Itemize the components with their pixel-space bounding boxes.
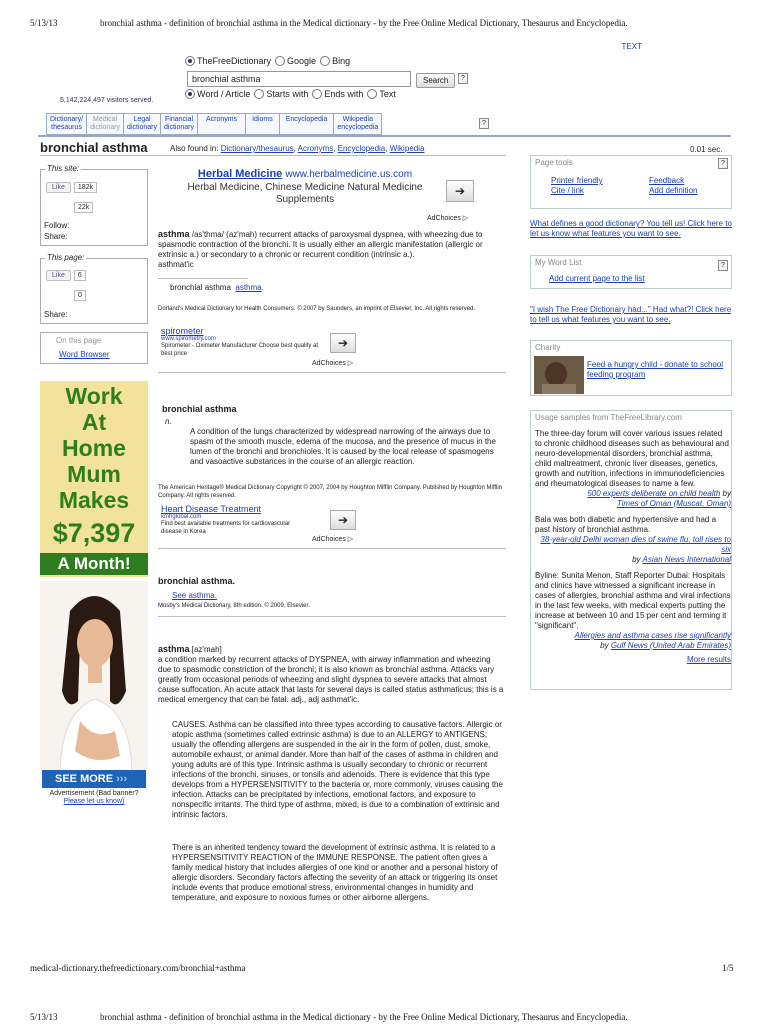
usage-panel: Usage samples from TheFreeLibrary.com The three-day forum will cover various issues related to chronic childhood diseases such as behavioural and neuro-developmental disorders, bronchial asthma, child maltreatment, chronic liver diseases, genetics, growth and nutrition, infections in immunodeficiencies and rheumatological diseases to name a few. 500 experts deliberate on child health by Times of Oman (Muscat, Oman) Bala was both diabetic and hypertensive and had a past history of bronchial asthma. 38-year-old Delhi woman dies of swine flu, toll rises to six by Asian News International Byline: Sunita Menon, Staff Reporter Dubai: Hospitals and clinics have witnessed a significant increase in cases of allergies, bronchial asthma and viral infections in the last few weeks, with medical experts putting the increase at between 10 and 15 per cent and terming it "significant". Allergies and asthma cases rise significantly by Gulf News (United Arab Emirates) More results	[530, 410, 732, 690]
ad2-title[interactable]: spirometer	[161, 326, 204, 336]
good-dictionary-prompt[interactable]: What defines a good dictionary? You tell us! Click here to let us know what features you want to see.	[530, 219, 732, 238]
usage-3-source[interactable]: Gulf News (United Arab Emirates)	[610, 641, 731, 650]
ad-amount: $7,397	[52, 518, 136, 548]
this-site-box: This site: Like 182k 22k Follow: Share:	[40, 169, 148, 246]
tab-idioms[interactable]: Idioms	[245, 113, 279, 135]
add-definition-link[interactable]: Add definition	[649, 186, 698, 195]
ad-heart[interactable]	[161, 504, 321, 536]
search-help-icon[interactable]: ?	[458, 73, 468, 84]
ad-text-mum: Mum	[67, 461, 121, 487]
tab-acronyms[interactable]: Acronyms	[197, 113, 245, 135]
tab-medical[interactable]: Medical dictionary	[86, 113, 123, 135]
usage-3-link[interactable]: Allergies and asthma cases rise significantly	[574, 631, 731, 640]
top-ad-title[interactable]: Herbal Medicine	[197, 168, 283, 180]
arrow-right-icon: ➔	[454, 184, 466, 198]
print-date: 5/13/13	[30, 18, 58, 28]
cite-link[interactable]: Cite / link	[551, 186, 584, 195]
usage-1-source[interactable]: Times of Oman (Muscat, Oman)	[616, 499, 731, 508]
also-found-in: Also found in: Dictionary/thesaurus, Acronyms, Encyclopedia, Wikipedia	[170, 144, 425, 153]
search-mode-group	[185, 89, 400, 99]
word-list-title: My Word List	[535, 258, 582, 267]
usage-sample-1: The three-day forum will cover various issues related to chronic childhood diseases such as behavioural and neuro-developmental disorders, bronchial asthma, child maltreatment, chronic liver diseases, genetics, growth and nutrition, infections in immunodeficiencies and rheumatological diseases to name a few.	[535, 429, 729, 488]
more-results-link[interactable]: More results	[686, 655, 731, 664]
entry2-word: bronchial asthma	[162, 404, 237, 414]
entry3-see	[172, 591, 217, 600]
adchoices-label[interactable]: AdChoices ▷	[427, 215, 469, 222]
print-date-next: 5/13/13	[30, 1012, 58, 1022]
usage-2-link[interactable]: 38-year-old Delhi woman dies of swine flu, toll rises to six	[540, 535, 731, 554]
search-input[interactable]: bronchial asthma	[187, 71, 411, 87]
page-tools-title: Page tools	[535, 158, 573, 167]
wish-prompt[interactable]: "I wish The Free Dictionary had..." Had what?! Click here to tell us what features you want to see.	[530, 305, 732, 324]
tab-legal[interactable]: Legal dictionary	[123, 113, 160, 135]
ad2-url[interactable]: www.spirometry.com	[161, 336, 216, 342]
usage-sample-2: Bala was both diabetic and hypertensive and had a past history of bronchial asthma.	[535, 515, 717, 534]
source-google-radio[interactable]: Google	[275, 56, 316, 66]
word-list-help-icon[interactable]: ?	[718, 260, 728, 271]
entry2-def: A condition of the lungs characterized by widespread narrowing of the airways due to spasm of the smooth muscle, edema of the mucosa, and the presence of mucus in the lumen of the bronchi and bronchioles. It is caused by the local release of spasmogens and vasoactive substances in the course of an allergic reaction.	[190, 427, 496, 466]
header-rule	[38, 135, 731, 137]
feedback-link[interactable]: Feedback	[649, 176, 685, 185]
visitors-count: 5,142,224,497 visitors served.	[60, 97, 154, 104]
title-rule	[40, 155, 506, 156]
tab-financial[interactable]: Financial dictionary	[160, 113, 197, 135]
entry4-p1: a condition marked by recurrent attacks of DYSPNEA, with airway inflammation and wheezing due to spasmodic constriction of the bronchi; it is also known as bronchial asthma. Attacks vary greatly from occasional periods of wheezing and slight dyspnea to severe attacks that almost cause suffocation. An acute attack that lasts for several days is called status asthmaticus; this is a medical emergency that can be fatal. adj., adj asthmat'ic.	[158, 655, 504, 704]
ad-month: A Month!	[40, 553, 148, 575]
search-button[interactable]: Search	[416, 73, 455, 88]
this-page-box: This page: Like 6 0 Share:	[40, 258, 148, 324]
site-like-count: 182k	[74, 182, 97, 193]
ad3-url[interactable]: kmhglobal.com	[161, 514, 202, 520]
ad-text-makes: Makes	[58, 487, 130, 513]
site-follow-label: Follow:	[44, 221, 70, 230]
entry1-text: /as'thma/ (az'mah) recurrent attacks of paroxysmal dyspnea, with wheezing due to spasmodic contraction of the bronchi. It is usually either an allergic manifestation (allergic or extrinsic a.) or secondary to a chronic or recurrent condition (intrinsic a.).	[158, 230, 483, 259]
hungry-child-photo[interactable]	[534, 356, 584, 394]
ad-spirometer[interactable]	[161, 326, 321, 358]
tab-wikipedia[interactable]: Wikipedia encyclopedia	[333, 113, 382, 135]
entry3-source: Mosby's Medical Dictionary, 8th edition. © 2009, Elsevier.	[158, 603, 310, 609]
entry4-pron: [az'mah]	[191, 645, 222, 654]
top-ad-arrow-button[interactable]	[446, 180, 474, 202]
site-plus-count: 22k	[74, 202, 93, 213]
ad-text-at: At	[81, 409, 107, 435]
ad3-title[interactable]: Heart Disease Treatment	[161, 504, 262, 514]
text-only-link[interactable]: TEXT	[621, 42, 642, 51]
charity-panel	[530, 340, 732, 396]
mode-ends-radio[interactable]: Ends with	[312, 89, 363, 99]
page-tools-panel	[530, 155, 732, 209]
also-link-dictionary[interactable]: Dictionary/thesaurus	[220, 144, 294, 153]
entry3-word: bronchial asthma.	[158, 576, 236, 586]
word-list-panel	[530, 255, 732, 289]
page-plus-count: 0	[74, 290, 86, 301]
ad3-adchoices[interactable]: AdChoices ▷	[312, 536, 354, 543]
mode-text-radio[interactable]: Text	[367, 89, 396, 99]
page-like-count: 6	[74, 270, 86, 281]
entry-dorland	[158, 229, 506, 270]
source-tfd-radio[interactable]: TheFreeDictionary	[185, 56, 271, 66]
ad-text-work: Work	[65, 383, 123, 409]
ad-see-more-button[interactable]: SEE MORE ›››	[42, 770, 146, 788]
ad-caption: Advertisement (Bad banner? Please let us know)	[49, 790, 139, 805]
tabs-help-icon[interactable]: ?	[479, 118, 489, 129]
print-url: medical-dictionary.thefreedictionary.com/bronchial+asthma	[30, 963, 246, 973]
entry2-source: The American Heritage® Medical Dictionary Copyright © 2007, 2004 by Houghton Mifflin Company. Published by Houghton Mifflin Company. All rights reserved.	[158, 485, 503, 499]
usage-1-link[interactable]: 500 experts deliberate on child health	[587, 489, 721, 498]
ad2-arrow-button[interactable]	[330, 333, 356, 353]
tab-encyclopedia[interactable]: Encyclopedia	[279, 113, 334, 135]
top-ad-desc: Herbal Medicine, Chinese Medicine Natural Medicine Supplements	[187, 182, 423, 205]
page-tools-help-icon[interactable]: ?	[718, 158, 728, 169]
entry1-sub: bronchial asthma asthma.	[170, 283, 264, 292]
mode-starts-radio[interactable]: Starts with	[254, 89, 308, 99]
entry1-adj: asthmat'ic	[158, 260, 194, 269]
tab-dictionary[interactable]: Dictionary/ thesaurus	[46, 113, 86, 135]
entry-miller-keane	[158, 644, 506, 705]
entry1-word: asthma	[158, 229, 190, 239]
word-browser-link[interactable]: Word Browser	[59, 350, 110, 359]
site-share-label: Share:	[44, 232, 68, 241]
arrow-right-icon: ➔	[337, 336, 349, 350]
entry2-pos: n.	[165, 417, 172, 426]
ad2-desc: Spirometer - Oximeter Manufacturer Choose best quality at best price	[161, 343, 319, 357]
print-page-number: 1/5	[722, 963, 734, 973]
search-source-group	[185, 56, 354, 66]
query-time: 0.01 sec.	[690, 145, 723, 154]
usage-2-source[interactable]: Asian News International	[642, 555, 731, 564]
entry4-inherited: There is an inherited tendency toward the development of extrinsic asthma. It is related to a HYPERSENSITIVITY REACTION of the IMMUNE RESPONSE. The patient often gives a family medical history that includes allergies of one kind or another and a personal history of allergic disorders. Secondary factors affecting the severity of an attack or triggering its onset include events that produce emotional stress, environmental changes in humidity and temperature, and exposure to noxious fumes or other airborne allergens.	[172, 843, 498, 902]
entry1-sub-link[interactable]: asthma	[235, 283, 262, 292]
also-link-acronyms[interactable]: Acronyms	[297, 144, 334, 153]
ad2-adchoices[interactable]: AdChoices ▷	[312, 360, 354, 367]
top-ad-url[interactable]: www.herbalmedicine.us.com	[285, 169, 413, 180]
dictionary-tabs	[46, 113, 382, 135]
ad-woman-photo	[40, 581, 148, 771]
usage-title: Usage samples from TheFreeLibrary.com	[535, 413, 682, 422]
on-this-page-box: On this page Word Browser	[40, 332, 148, 364]
bad-banner-link[interactable]: Please let us know)	[63, 798, 125, 805]
page-title: bronchial asthma	[40, 140, 148, 155]
charity-title: Charity	[535, 343, 561, 352]
print-title: bronchial asthma - definition of bronchial asthma in the Medical dictionary - by the Free Online Medical Dictionary, Thesaurus and Encyclopedia.	[100, 18, 628, 28]
source-bing-radio[interactable]: Bing	[320, 56, 350, 66]
top-ad[interactable]	[160, 168, 450, 206]
entry1-source: Dorland's Medical Dictionary for Health Consumers. © 2007 by Saunders, an imprint of Elsevier, Inc. All rights reserved.	[158, 306, 476, 312]
entry4-word: asthma	[158, 644, 190, 654]
also-link-encyclopedia[interactable]: Encyclopedia	[337, 144, 386, 153]
ad-banner-left[interactable]	[40, 381, 148, 791]
add-to-list-link[interactable]: Add current page to the list	[549, 274, 645, 283]
arrow-right-icon: ➔	[337, 513, 349, 527]
entry3-see-link[interactable]: See asthma.	[172, 591, 217, 600]
page-share-label: Share:	[44, 310, 68, 319]
page-like-button[interactable]: Like	[46, 270, 71, 281]
also-link-wikipedia[interactable]: Wikipedia	[389, 144, 425, 153]
ad-text-home: Home	[62, 435, 126, 461]
print-title-next: bronchial asthma - definition of bronchial asthma in the Medical dictionary - by the Free Online Medical Dictionary, Thesaurus and Encyclopedia.	[100, 1012, 628, 1022]
usage-sample-3: Byline: Sunita Menon, Staff Reporter Dubai: Hospitals and clinics have witnessed a significant increase in cases of allergies, bronchial asthma and viral infections in the last few weeks, with medical experts putting the increase at between 10 and 15 per cent and terming it "significant".	[535, 571, 731, 630]
entry4-causes: CAUSES. Asthma can be classified into three types according to causative factors. Allergic or atopic asthma (sometimes called extrinsic asthma) is due to an ALLERGY to ANTIGENS; usually the offending allergens are suspended in the air in the form of pollen, dust, smoke, automobile exhaust, or animal dander. More than half of the cases of asthma in children and young adults are of this type. Intrinsic asthma is usually secondary to chronic or recurrent infections of the bronchi, sinuses, or tonsils and adenoids. There is evidence that this type develops from a HYPERSENSITIVITY to the bacteria or, more commonly, viruses causing the infection. Attacks can be precipitated by infections, emotional factors, and exposure to nonspecific irritants. The third type of asthma, mixed, is due to a combination of extrinsic and intrinsic factors.	[172, 720, 503, 819]
mode-word-radio[interactable]: Word / Article	[185, 89, 250, 99]
site-like-button[interactable]: Like	[46, 182, 71, 193]
printer-friendly-link[interactable]: Printer friendly	[551, 176, 603, 185]
ad3-arrow-button[interactable]	[330, 510, 356, 530]
ad3-desc: Find best available treatments for cardiovascular disease in Korea	[161, 521, 291, 535]
charity-link[interactable]: Feed a hungry child - donate to school feeding program	[587, 360, 724, 379]
